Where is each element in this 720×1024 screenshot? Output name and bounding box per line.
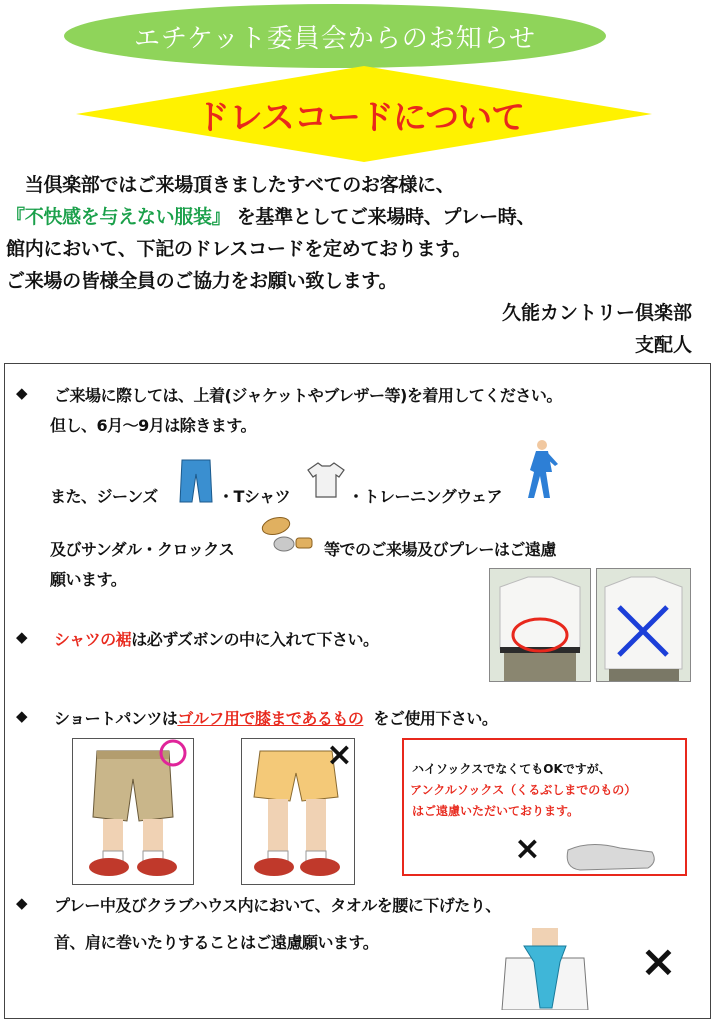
socks-line1: ハイソックスでなくてもOKですが、 xyxy=(412,762,611,776)
jeans-icon xyxy=(178,458,214,504)
rule1-line3c: ・トレーニングウェア xyxy=(348,487,503,506)
page-title: ドレスコードについて xyxy=(195,98,525,138)
rule1-line4b: 等でのご来場及びプレーはご遠慮 xyxy=(324,540,556,559)
bullet-2: ◆ xyxy=(16,628,28,646)
rule1-line5: 願います。 xyxy=(50,570,127,589)
training-wear-icon xyxy=(522,438,562,502)
shorts-ng-mark: × xyxy=(326,735,353,773)
header-banner xyxy=(64,4,606,68)
rule4-line1: プレー中及びクラブハウス内において、タオルを腰に下げたり、 xyxy=(54,896,501,915)
rule3-a: ショートパンツは xyxy=(54,709,178,728)
sandals-icon xyxy=(260,514,316,556)
towel-neck-illustration xyxy=(500,928,590,1010)
ankle-sock-icon xyxy=(560,836,660,874)
rule4-line2: 首、肩に巻いたりすることはご遠慮願います。 xyxy=(54,933,379,952)
rule3-text xyxy=(54,706,497,729)
tshirt-icon xyxy=(306,460,346,500)
shirt-untucked-photo xyxy=(596,568,691,682)
rule2-text xyxy=(54,627,379,650)
bullet-3: ◆ xyxy=(16,707,28,725)
rule1-line1: ご来場に際しては、上着(ジャケットやブレザー等)を着用してください。 xyxy=(54,386,562,405)
bullet-4: ◆ xyxy=(16,894,28,912)
socks-line2: アンクルソックス（くるぶしまでのもの） xyxy=(410,783,637,797)
intro-line-4: ご来場の皆様全員のご協力をお願い致します。 xyxy=(6,270,398,292)
socks-ng-mark: × xyxy=(514,829,541,867)
socks-line3: はご遠慮いただいております。 xyxy=(412,804,580,818)
intro-line-3: 館内において、下記のドレスコードを定めております。 xyxy=(6,238,472,260)
intro-line-1: 当倶楽部ではご来場頂きましたすべてのお客様に、 xyxy=(6,174,455,196)
intro-highlight: 『不快感を与えない服装』 xyxy=(6,206,231,228)
rule1-line3b: ・Tシャツ xyxy=(218,487,291,506)
rule1-line4a: 及びサンダル・クロックス xyxy=(50,540,235,559)
club-name: 久能カントリー倶楽部 xyxy=(501,302,692,324)
rule3-b: をご使用下さい。 xyxy=(373,709,498,728)
rule1-line3a: また、ジーンズ xyxy=(50,487,158,506)
intro-line-2-rest: を基準としてご来場時、プレー時、 xyxy=(236,206,536,228)
ok-circle-icon xyxy=(158,738,188,768)
towel-ng-mark: × xyxy=(640,936,677,987)
intro-line-2 xyxy=(6,202,535,229)
banner-text: エチケット委員会からのお知らせ xyxy=(134,23,536,54)
rule2-red: シャツの裾 xyxy=(54,630,132,649)
rule3-red: ゴルフ用で膝まであるもの xyxy=(177,709,364,728)
bullet-1: ◆ xyxy=(16,384,28,402)
shirt-tucked-photo xyxy=(489,568,591,682)
rule2-rest: は必ずズボンの中に入れて下さい。 xyxy=(131,630,379,649)
rule1-line2: 但し、6月～9月は除きます。 xyxy=(50,416,256,435)
rules-box xyxy=(4,363,711,1019)
manager-title: 支配人 xyxy=(634,334,692,356)
